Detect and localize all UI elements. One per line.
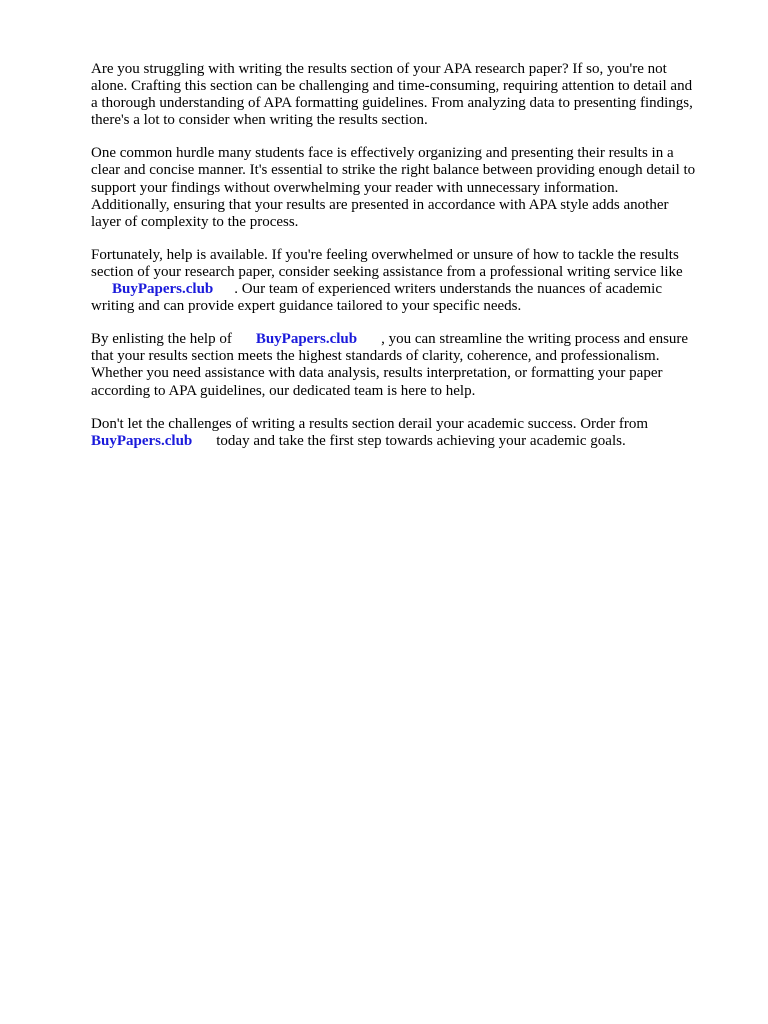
- text-line: [91, 281, 723, 298]
- text-line: [91, 433, 723, 450]
- text-line: that your results section meets the highest standards of clarity, coherence, and professionalism.: [91, 348, 660, 365]
- buypapers-link[interactable]: BuyPapers.club: [255, 331, 358, 348]
- buypapers-link[interactable]: BuyPapers.club: [112, 281, 214, 298]
- text-line: writing and can provide expert guidance tailored to your specific needs.: [91, 298, 522, 315]
- text-line: One common hurdle many students face is effectively organizing and presenting their results in a: [91, 145, 674, 162]
- text-line: Are you struggling with writing the results section of your APA research paper? If so, you're not: [91, 61, 667, 77]
- text-line: Don't let the challenges of writing a results section derail your academic success. Order from: [91, 415, 649, 432]
- paragraph-enlisting: [91, 331, 723, 399]
- text-segment: . Our team of experienced writers understands the nuances of academic: [234, 281, 662, 298]
- text-segment: today and take the first step towards achieving your academic goals.: [216, 432, 626, 449]
- text-line: layer of complexity to the process.: [91, 213, 299, 230]
- paragraph-intro: [91, 61, 723, 129]
- text-line: clear and concise manner. It's essential to strike the right balance between providing enough detail to: [91, 162, 696, 179]
- paragraph-help: [91, 247, 723, 315]
- paragraph-hurdle: [91, 145, 723, 230]
- buypapers-link[interactable]: BuyPapers.club: [91, 432, 193, 449]
- text-line: Fortunately, help is available. If you're feeling overwhelmed or unsure of how to tackle the results: [91, 246, 679, 263]
- text-line: Whether you need assistance with data analysis, results interpretation, or formatting your paper: [91, 365, 663, 382]
- text-segment: By enlisting the help of: [91, 331, 232, 348]
- text-line: alone. Crafting this section can be challenging and time-consuming, requiring attention to detail and: [91, 78, 693, 95]
- text-segment: , you can streamline the writing process and ensure: [381, 331, 689, 348]
- text-line: a thorough understanding of APA formatting guidelines. From analyzing data to presenting findings,: [91, 95, 693, 112]
- text-line: support your findings without overwhelming your reader with unnecessary information.: [91, 179, 619, 196]
- text-line: Additionally, ensuring that your results are presented in accordance with APA style adds another: [91, 196, 669, 213]
- text-line: [91, 331, 723, 348]
- text-line: according to APA guidelines, our dedicated team is here to help.: [91, 382, 476, 399]
- text-line: there's a lot to consider when writing the results section.: [91, 112, 428, 129]
- document-page: [91, 61, 723, 466]
- paragraph-order: [91, 416, 723, 450]
- text-line: section of your research paper, consider seeking assistance from a professional writing service like: [91, 263, 683, 280]
